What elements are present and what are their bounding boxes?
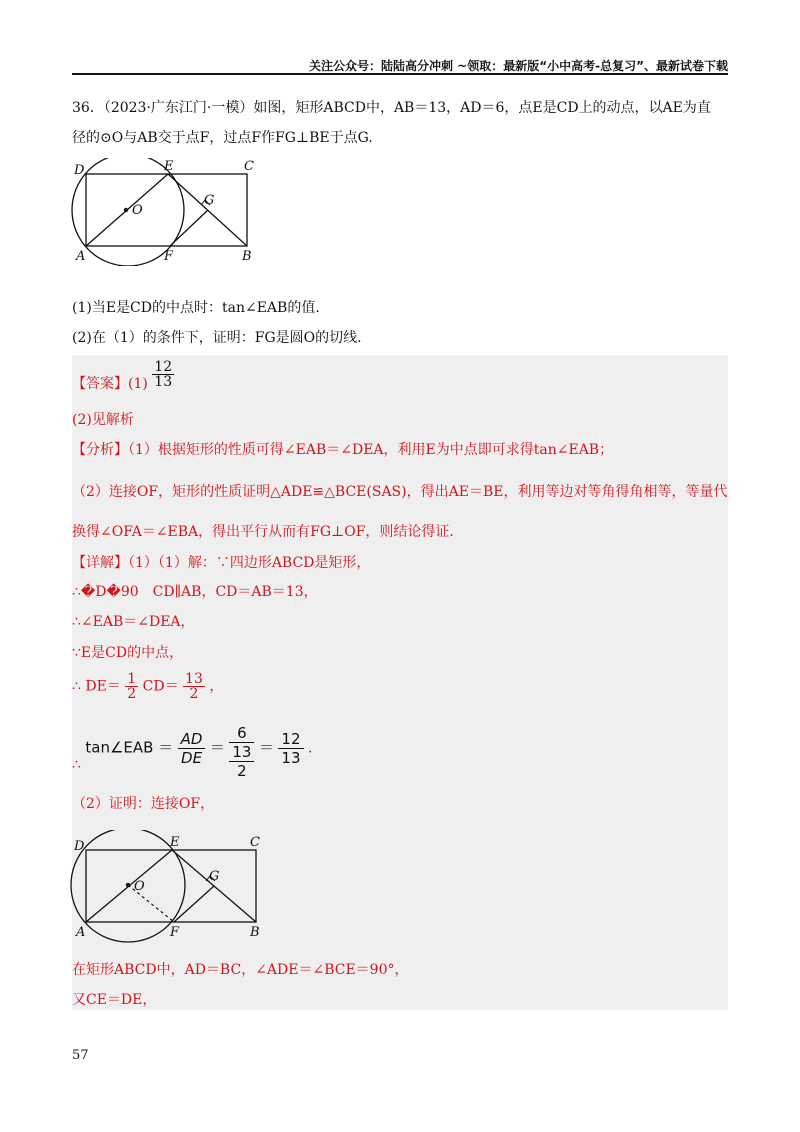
rectangle-abcd-2 — [86, 850, 256, 922]
analysis-line-3: 换得∠OFA＝∠EBA，得出平行从而有FG⊥OF，则结论得证. — [72, 524, 454, 540]
proof-start: （2）证明：连接OF， — [72, 796, 215, 812]
label-b-2: B — [250, 925, 260, 940]
label-c: C — [244, 159, 254, 174]
label-a: A — [76, 249, 86, 264]
de-equation — [72, 672, 223, 701]
de-fraction — [183, 672, 205, 701]
de-num: 13 — [185, 671, 203, 687]
label-d: D — [74, 163, 85, 178]
label-g-2: G — [209, 869, 220, 884]
label-a-2: A — [76, 925, 86, 940]
label-b: B — [242, 249, 252, 264]
analysis-line-2: （2）连接OF，矩形的性质证明△ADE≌△BCE(SAS)，得出AE＝BE，利用等边对等角得角相等，等量代 — [72, 484, 728, 500]
page-number: 57 — [72, 1048, 89, 1063]
period: . — [307, 740, 313, 757]
rect-property-line: 在矩形ABCD中，AD＝BC，∠ADE＝∠BCE＝90°， — [72, 962, 409, 978]
result-num: 12 — [278, 730, 303, 749]
six-over-13-2 — [229, 724, 254, 780]
tan-label: tan∠EAB ＝ — [85, 738, 174, 757]
label-d-2: D — [74, 839, 85, 854]
answer-label: 【答案】(1) — [72, 375, 148, 392]
label-e: E — [164, 159, 174, 174]
geometry-figure-1 — [66, 158, 266, 266]
problem-line-2: 径的⊙O与AB交于点F，过点F作FG⊥BE于点G. — [72, 130, 373, 146]
thirteen: 13 — [229, 743, 254, 762]
detail-line-4: ∵E是CD的中点， — [72, 645, 184, 661]
page-header: 关注公众号：陆陆高分冲刺 ~领取：最新版“小中高考-总复习”、最新试卷下载 — [309, 59, 728, 73]
answer-denominator: 13 — [154, 374, 173, 390]
equals-2: ＝ — [258, 738, 274, 757]
analysis-line-1: 【分析】（1）根据矩形的性质可得∠EAB＝∠DEA，利用E为中点即可求得tan∠EAB； — [72, 442, 614, 458]
detail-line-1: 【详解】（1）（1）解：∵四边形ABCD是矩形， — [72, 555, 371, 571]
de-mid: CD＝ — [142, 678, 179, 695]
de-prefix: ∴ DE＝ — [72, 678, 121, 695]
de-den-2: DE — [181, 749, 203, 767]
two: 2 — [237, 762, 247, 780]
rectangle-abcd — [86, 174, 247, 246]
ad-over-de — [178, 730, 206, 767]
detail-line-3: ∴∠EAB＝∠DEA， — [72, 614, 195, 630]
label-f: F — [164, 249, 174, 264]
result-fraction — [278, 730, 303, 767]
therefore-symbol: ∴ — [72, 756, 81, 773]
ce-de-line: 又CE＝DE， — [72, 992, 157, 1008]
ad-num: AD — [178, 730, 206, 749]
equals-1: ＝ — [209, 738, 225, 757]
label-f-2: F — [170, 925, 180, 940]
answer-part-2: (2)见解析 — [72, 412, 134, 428]
half-den: 2 — [127, 686, 137, 702]
half-fraction — [125, 672, 138, 701]
question-2: (2)在（1）的条件下，证明：FG是圆O的切线. — [72, 330, 362, 346]
tan-equation — [72, 724, 313, 780]
answer-numerator: 12 — [154, 359, 173, 375]
result-den: 13 — [281, 749, 301, 767]
header-divider — [72, 73, 728, 75]
answer-fraction — [152, 360, 174, 389]
problem-line-1: 36．（2023·广东江门·一模）如图，矩形ABCD中，AB＝13，AD＝6，点E是CD上的动点，以AE为直 — [72, 100, 711, 116]
label-o: O — [132, 203, 143, 218]
de-den: 2 — [189, 686, 199, 702]
question-1: (1)当E是CD的中点时：tan∠EAB的值. — [72, 300, 320, 316]
geometry-figure-2 — [66, 830, 276, 945]
label-g: G — [204, 193, 215, 208]
label-c-2: C — [250, 835, 260, 850]
label-o-2: O — [134, 879, 145, 894]
label-e-2: E — [170, 835, 180, 850]
answer-line — [72, 359, 174, 392]
de-suffix: ， — [209, 678, 224, 695]
half-num: 1 — [127, 671, 137, 687]
six: 6 — [229, 724, 254, 743]
detail-line-2: ∴�D�90 CD∥AB，CD＝AB＝13， — [72, 584, 318, 600]
